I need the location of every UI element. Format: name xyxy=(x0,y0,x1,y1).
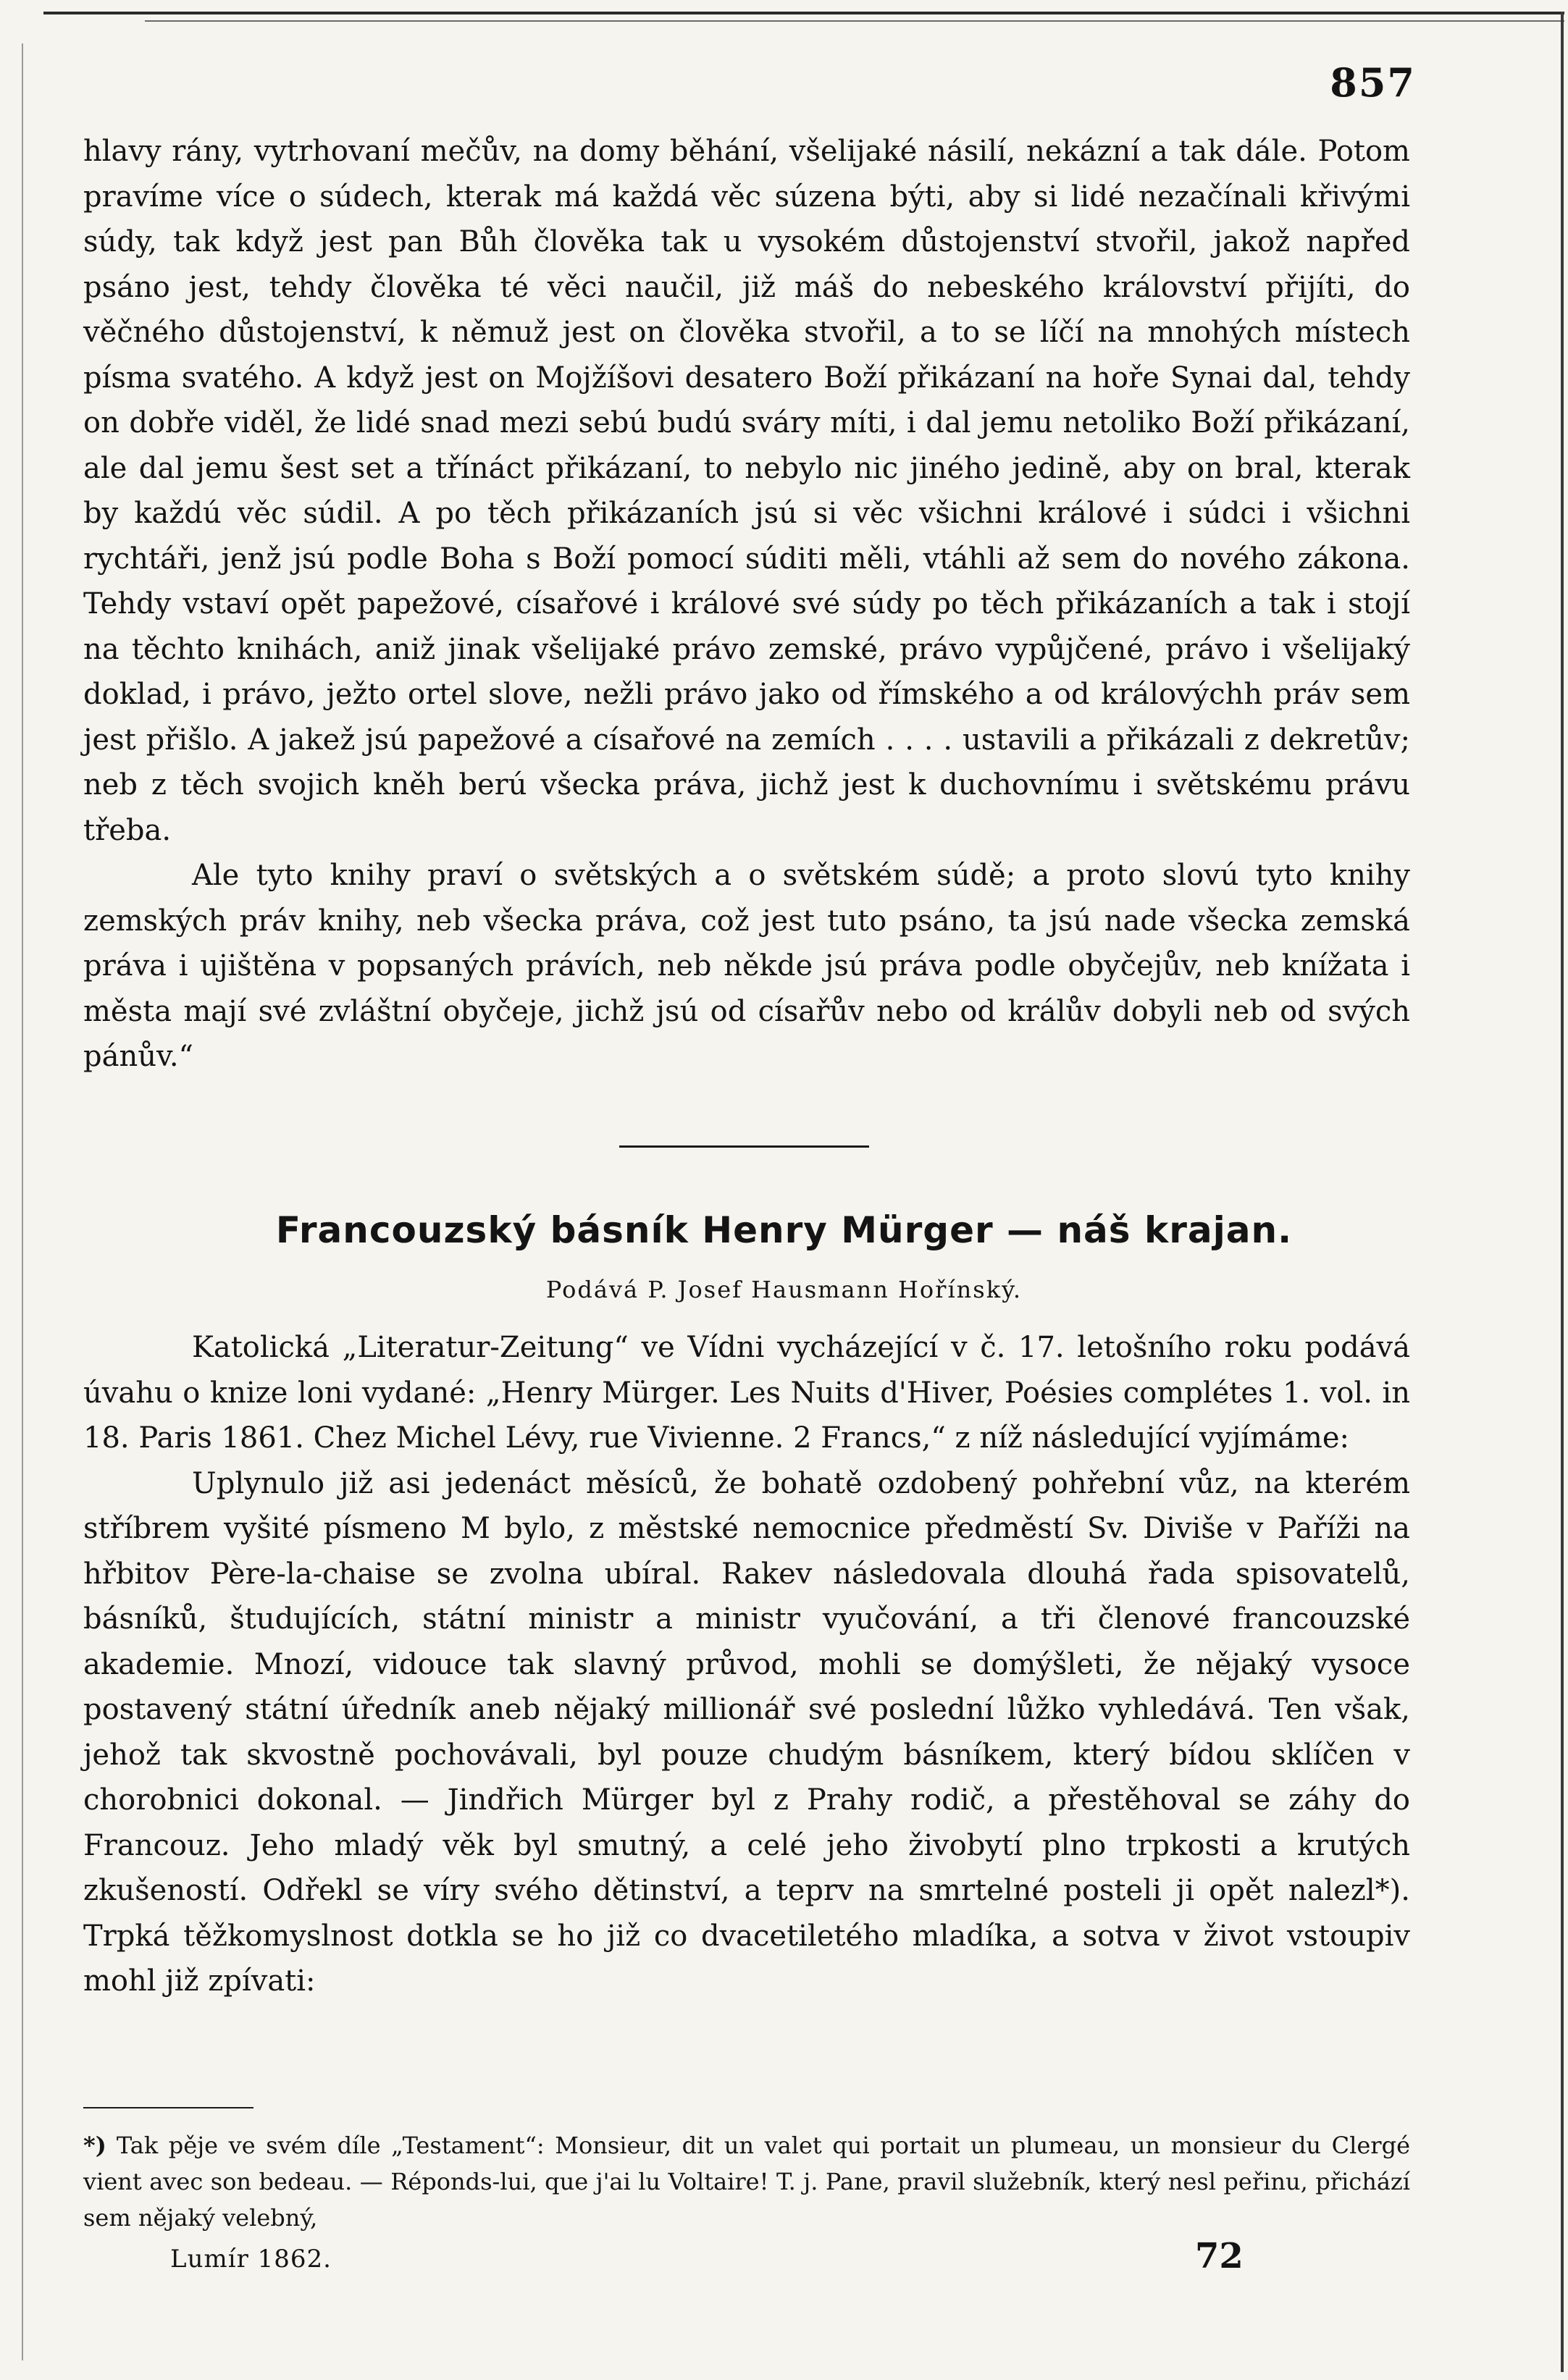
scan-frame-top xyxy=(43,12,1564,14)
section-divider xyxy=(619,1145,869,1148)
article-paragraph: Uplynulo již asi jedenáct měsíců, že bohatě ozdobený pohřební vůz, na kterém stříbrem vyšité písmeno M bylo, z městské nemocnice předměstí Sv. Diviše v Paříži na hřbitov Père-la-chaise se zvolna ubíral. Rakev následovala dlouhá řada spisovatelů, básníků, študujících, státní ministr a ministr vyučování, a tři členové francouzské akademie. Mnozí, vidouce tak slavný průvod, mohli se domýšleti, že nějaký vysoce postavený státní úředník aneb nějaký millionář své poslední lůžko vyhledává. Ten však, jehož tak skvostně pochovávali, byl pouze chudým básníkem, který bídou sklíčen v chorobnici dokonal. — Jindřich Mürger byl z Prahy rodič, a přestěhoval se záhy do Francouz. Jeho mladý věk byl smutný, a celé jeho živobytí plno trpkosti a krutých zkušeností. Odřekl se víry svého dětinství, a teprv na smrtelné posteli ji opět nalezl*). Trpká těžkomyslnost dotkla se ho již co dvacetiletého mladíka, a sotva v život vstoupiv mohl již zpívati: xyxy=(83,1466,1410,1998)
article-title: Francouzský básník Henry Mürger — náš krajan. xyxy=(275,1209,1293,1251)
page-number: 857 xyxy=(1330,59,1416,106)
scan-frame-top-inner xyxy=(145,20,1564,22)
footnote-rule xyxy=(83,2107,253,2108)
sheet-number: 72 xyxy=(1195,2236,1244,2276)
top-text-block xyxy=(83,129,1410,1080)
footnote-text: Tak pěje ve svém díle „Testament“: Monsieur, dit un valet qui portait un plumeau, un monsieur du Clergé vient avec son bedeau. — Réponds-lui, que j'ai lu Voltaire! T. j. Pane, pravil služebník, který nesl peřinu, přichází sem nějaký velebný, xyxy=(83,2132,1410,2232)
journal-signature: Lumír 1862. xyxy=(170,2245,332,2274)
scan-frame-right xyxy=(1561,12,1564,2372)
top-paragraph: Ale tyto knihy praví o světských a o světském súdě; a proto slovú tyto knihy zemských práv knihy, neb všecka práva, což jest tuto psáno, ta jsú nade všecka zemská práva i ujištěna v popsaných právích, neb někde jsú práva podle obyčejův, neb knížata i města mají své zvláštní obyčeje, jichž jsú od císařův nebo od králův dobyli neb od svých pánův.“ xyxy=(83,859,1410,1073)
scan-frame-left xyxy=(22,43,23,2360)
top-paragraph: hlavy rány, vytrhovaní mečův, na domy běhání, všelijaké násilí, nekázní a tak dále. Potom pravíme více o súdech, kterak má každá věc súzena býti, aby si lidé nezačínali křivými súdy, tak když jest pan Bůh člověka tak u vysokém důstojenství stvořil, jakož napřed psáno jest, tehdy člověka té věci naučil, již máš do nebeského království přijíti, do věčného důstojenství, k němuž jest on člověka stvořil, a to se líčí na mnohých místech písma svatého. A když jest on Mojžíšovi desatero Boží přikázaní na hoře Synai dal, tehdy on dobře viděl, že lidé snad mezi sebú budú sváry míti, i dal jemu netoliko Boží přikázaní, ale dal jemu šest set a třínáct přikázaní, to nebylo nic jiného jedině, aby on bral, kterak by každú věc súdil. A po těch přikázaních jsú si věc všichni králové i súdci i všichni rychtáři, jenž jsú podle Boha s Boží pomocí súditi měli, vtáhli až sem do nového zákona. Tehdy vstaví opět papežové, císařové i králové své súdy po těch přikázaních a tak i stojí na těchto knihách, aniž jinak všelijaké právo zemské, právo vypůjčené, právo i všelijaký doklad, i právo, ježto ortel slove, nežli právo jako od římského a od královýchh práv sem jest přišlo. A jakež jsú papežové a císařové na zemích . . . . ustavili a přikázali z dekretův; neb z těch svojich kněh berú všecka práva, jichž jest k duchovnímu i světskému právu třeba. xyxy=(83,135,1410,847)
article-text-block xyxy=(83,1325,1410,2004)
footnote xyxy=(83,2127,1410,2236)
article-byline: Podává P. Josef Hausmann Hořínský. xyxy=(545,1276,1023,1303)
footnote-mark: *) xyxy=(83,2132,106,2159)
article-paragraph: Katolická „Literatur-Zeitung“ ve Vídni vycházející v č. 17. letošního roku podává úvahu o knize loni vydané: „Henry Mürger. Les Nuits d'Hiver, Poésies complétes 1. vol. in 18. Paris 1861. Chez Michel Lévy, rue Vivienne. 2 Francs,“ z níž následující vyjímáme: xyxy=(83,1331,1410,1455)
